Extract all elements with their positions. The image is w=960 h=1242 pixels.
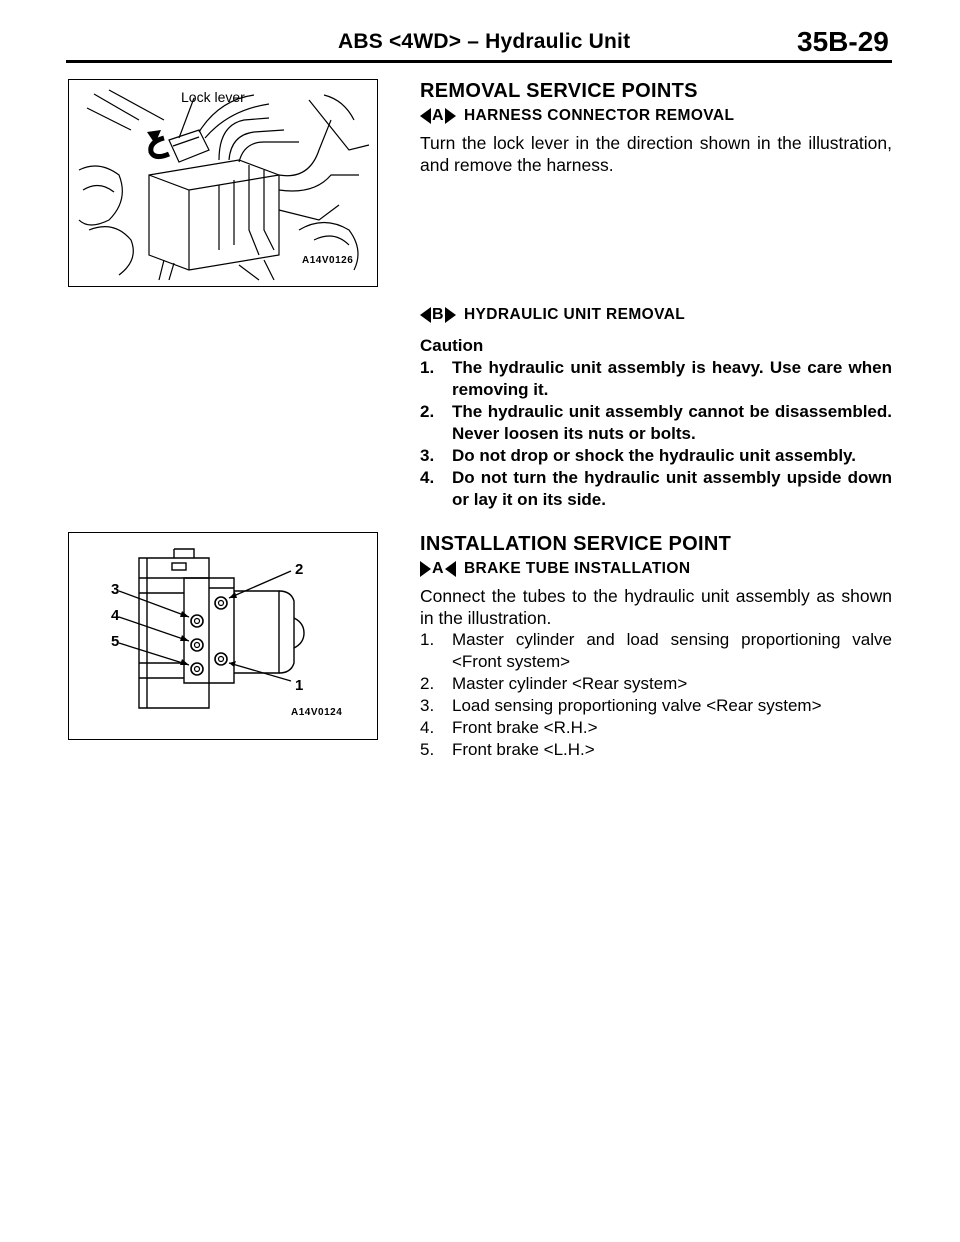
caution-item-number: 3.: [420, 446, 435, 465]
removal-step-a-heading: [420, 107, 734, 125]
caution-item-number: 1.: [420, 358, 435, 377]
tube-item: [420, 739, 892, 761]
caution-item-number: 4.: [420, 468, 435, 487]
caution-item-number: 2.: [420, 402, 435, 421]
caution-title: Caution: [420, 336, 484, 355]
tube-item: [420, 673, 892, 695]
caution-item-text: The hydraulic unit assembly cannot be disassembled. Never loosen its nuts or bolts.: [452, 402, 892, 443]
tube-item-number: 4.: [420, 718, 435, 737]
caution-item-text: The hydraulic unit assembly is heavy. Use care when removing it.: [452, 358, 892, 399]
left-triangle-icon: [445, 561, 456, 577]
tube-item-text: Load sensing proportioning valve <Rear system>: [452, 696, 822, 715]
tube-item: [420, 695, 892, 717]
tube-item: [420, 629, 892, 673]
figure-lock-lever: [68, 79, 378, 287]
figure1-code: A14V0126: [302, 255, 354, 266]
page-number: 35B-29: [797, 26, 889, 57]
step-title: HARNESS CONNECTOR REMOVAL: [463, 107, 735, 124]
step-title: HYDRAULIC UNIT REMOVAL: [463, 306, 686, 323]
header-rule: [66, 60, 892, 63]
tube-item-text: Front brake <L.H.>: [452, 740, 595, 759]
caution-item: [420, 445, 892, 467]
step-letter: A: [432, 560, 444, 577]
installation-step-a-heading: [420, 560, 690, 578]
caution-item-text: Do not drop or shock the hydraulic unit assembly.: [452, 446, 856, 465]
lock-lever-label: Lock lever: [181, 89, 245, 105]
callout-2: 2: [295, 561, 304, 578]
step-letter: A: [432, 107, 444, 124]
right-triangle-icon: [445, 307, 456, 323]
tube-item: [420, 717, 892, 739]
step-letter: B: [432, 306, 444, 323]
callout-3: 3: [111, 581, 120, 598]
header-title: ABS <4WD> – Hydraulic Unit: [338, 30, 631, 53]
removal-heading: REMOVAL SERVICE POINTS: [420, 80, 698, 102]
caution-item-text: Do not turn the hydraulic unit assembly upside down or lay it on its side.: [452, 468, 892, 509]
installation-heading: INSTALLATION SERVICE POINT: [420, 533, 732, 555]
removal-step-b-heading: [420, 306, 685, 324]
right-triangle-icon: [420, 561, 431, 577]
figure-brake-tubes: [68, 532, 378, 740]
figure2-code: A14V0124: [291, 707, 343, 718]
left-triangle-icon: [420, 108, 431, 124]
installation-step-a-text: Connect the tubes to the hydraulic unit assembly as shown in the illustration.: [420, 586, 892, 628]
callout-1: 1: [295, 677, 304, 694]
caution-item: [420, 467, 892, 511]
page-header: [0, 0, 960, 60]
left-triangle-icon: [420, 307, 431, 323]
tube-item-number: 5.: [420, 740, 435, 759]
tube-item-number: 3.: [420, 696, 435, 715]
right-triangle-icon: [445, 108, 456, 124]
caution-item: [420, 357, 892, 401]
callout-4: 4: [111, 607, 120, 624]
removal-step-a-text: Turn the lock lever in the direction shown in the illustration, and remove the harness.: [420, 133, 892, 175]
step-title: BRAKE TUBE INSTALLATION: [463, 560, 691, 577]
tube-item-text: Front brake <R.H.>: [452, 718, 598, 737]
tube-item-text: Master cylinder and load sensing proportioning valve <Front system>: [452, 630, 892, 671]
tube-item-number: 1.: [420, 630, 435, 649]
tube-item-number: 2.: [420, 674, 435, 693]
tube-item-text: Master cylinder <Rear system>: [452, 674, 688, 693]
callout-5: 5: [111, 633, 120, 650]
caution-item: [420, 401, 892, 445]
